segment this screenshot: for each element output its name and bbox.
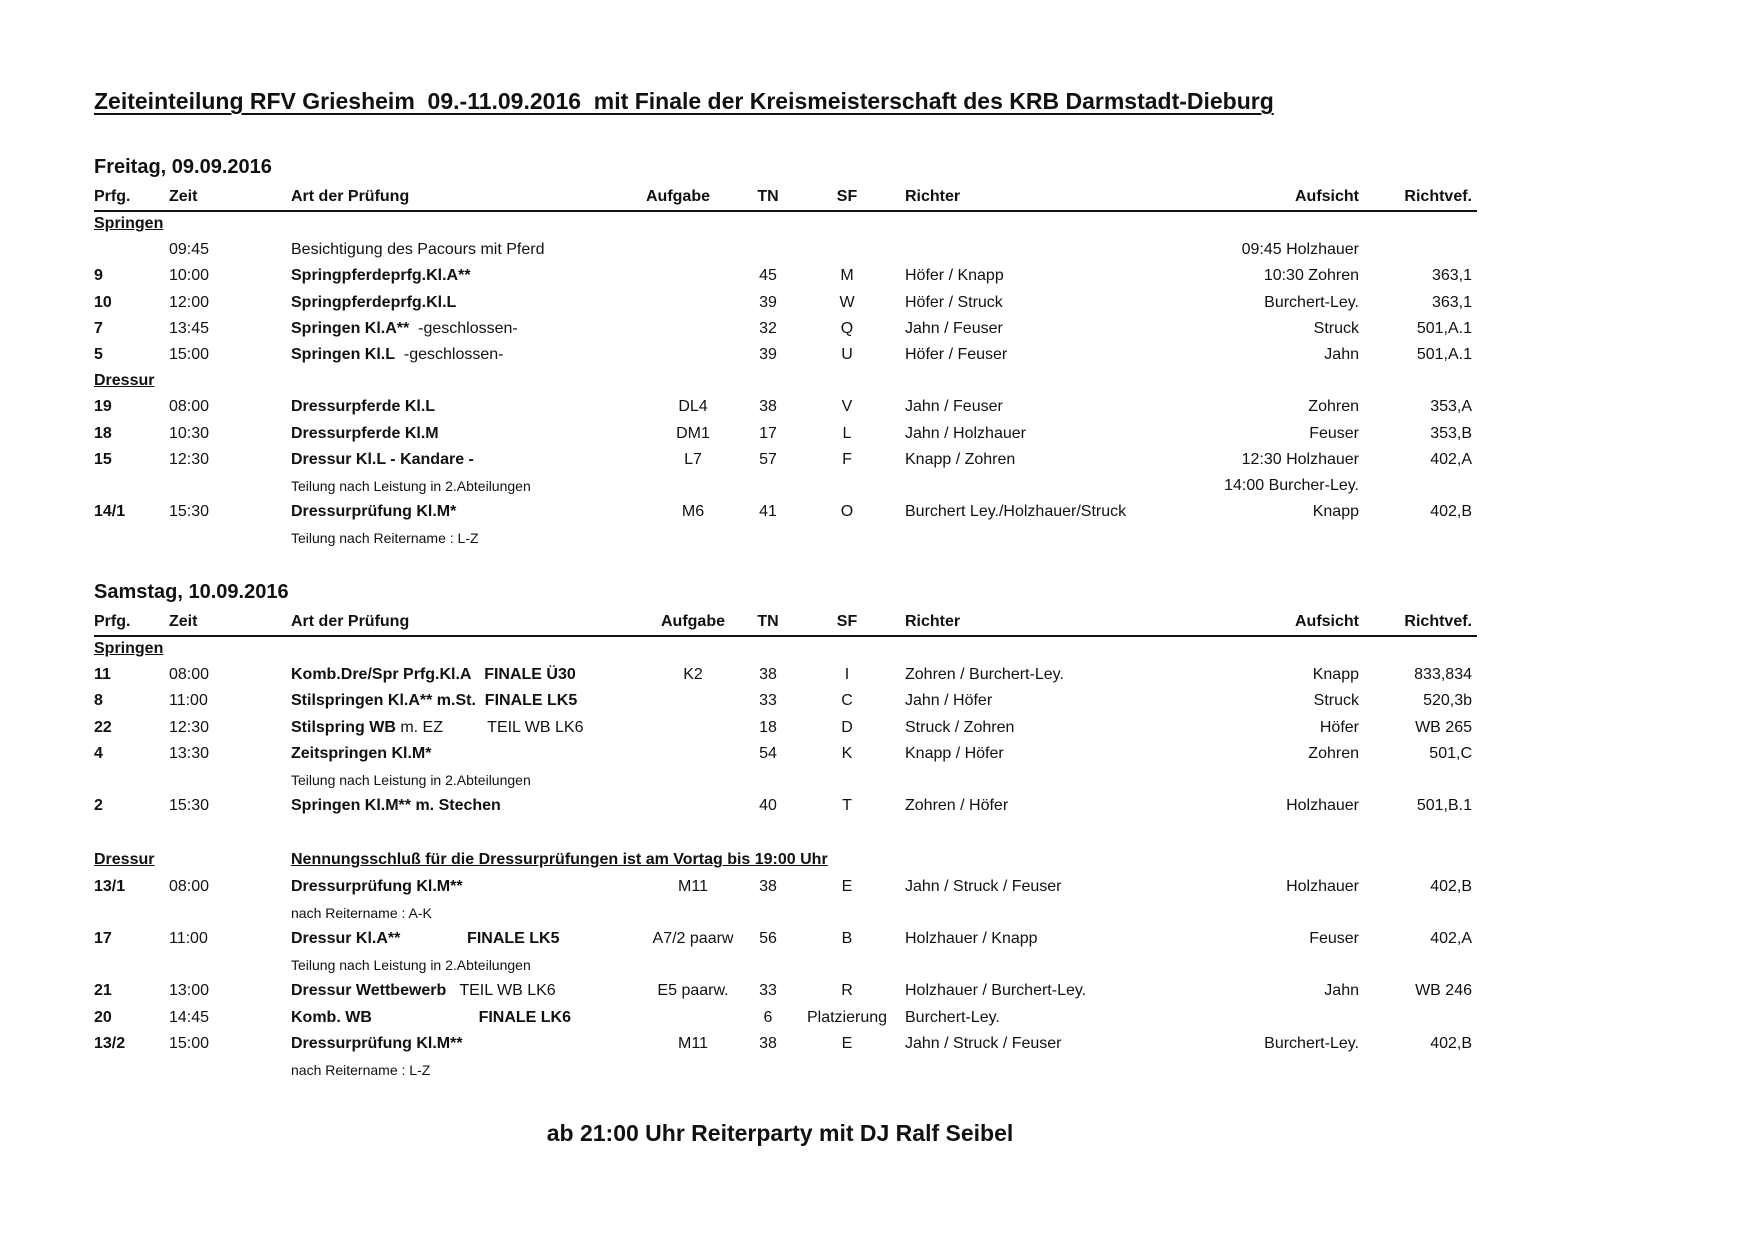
- row-art-bold: Springen Kl.M** m. Stechen: [291, 797, 501, 815]
- row-richter: Höfer / Feuser: [905, 346, 1008, 363]
- row-art-bold: Komb.Dre/Spr Prfg.Kl.A FINALE Ü30: [291, 666, 576, 684]
- row-art-bold: Springpferdeprfg.Kl.A**: [291, 267, 471, 285]
- row-art: [291, 1034, 463, 1054]
- row-richter: Knapp / Höfer: [905, 744, 1004, 762]
- row-zeit: 11:00: [169, 692, 208, 710]
- row-art: [291, 744, 431, 764]
- row-prfg: 18: [94, 424, 112, 442]
- row-art-bold: Springpferdeprfg.Kl.L: [291, 293, 457, 311]
- row-prfg: 11: [94, 666, 111, 684]
- row-richter: Burchert-Ley.: [905, 1008, 1000, 1026]
- row-richter: Jahn / Höfer: [905, 692, 993, 710]
- column-header-richter: Richter: [905, 188, 961, 205]
- row-prfg: 15: [94, 450, 112, 468]
- row-art-bold: Dressur Wettbewerb: [291, 982, 447, 1000]
- row-sf: L: [842, 424, 852, 442]
- row-prfg: 21: [94, 982, 112, 1000]
- row-aufsicht: Jahn: [1324, 346, 1359, 363]
- row-subnote: Teilung nach Reitername : L-Z: [291, 530, 479, 547]
- row-richter: Jahn / Holzhauer: [905, 424, 1026, 442]
- row-richtvef: 402,A: [1430, 930, 1472, 947]
- row-aufsicht: Höfer: [1319, 718, 1359, 736]
- row-prfg: 8: [94, 692, 103, 710]
- row-zeit: 12:30: [169, 450, 210, 468]
- column-header-richter: Richter: [905, 613, 961, 630]
- row-sf: T: [842, 797, 852, 815]
- row-aufsicht: Knapp: [1312, 666, 1359, 684]
- row-art-bold: Dressurprüfung Kl.M**: [291, 877, 463, 895]
- row-tn: 45: [759, 267, 777, 285]
- row-art: [291, 450, 474, 470]
- row-richter: Struck / Zohren: [905, 718, 1015, 736]
- column-header-prfg: Prfg.: [94, 613, 131, 630]
- row-zeit: 13:00: [169, 982, 210, 1000]
- row-prfg: 2: [94, 797, 103, 815]
- row-art-plain: m. EZ TEIL WB LK6: [395, 718, 584, 736]
- row-aufsicht: Zohren: [1308, 744, 1359, 762]
- column-header-richtvef: Richtvef.: [1404, 613, 1472, 630]
- row-richter: Holzhauer / Burchert-Ley.: [905, 982, 1087, 1000]
- column-header-richtvef: Richtvef.: [1404, 188, 1472, 205]
- section-label: Springen: [94, 640, 164, 657]
- row-prfg: 4: [94, 744, 103, 762]
- row-zeit: 15:30: [169, 503, 210, 521]
- row-sf: R: [841, 982, 853, 1000]
- row-aufsicht: Burchert-Ley.: [1264, 1034, 1359, 1052]
- row-tn: 39: [759, 346, 777, 363]
- row-art-bold: Springen Kl.L: [291, 346, 395, 363]
- column-header-tn: TN: [757, 613, 779, 630]
- row-richter: Jahn / Struck / Feuser: [905, 877, 1062, 895]
- row-art: [291, 502, 456, 522]
- row-art: [291, 877, 463, 897]
- row-richtvef: 501,B.1: [1416, 797, 1472, 815]
- row-sf: V: [841, 398, 853, 416]
- column-header-sf: SF: [836, 188, 858, 205]
- row-richter: Zohren / Höfer: [905, 797, 1009, 815]
- row-richtvef: 520,3b: [1423, 692, 1472, 710]
- row-sf: E: [841, 1034, 853, 1052]
- row-prfg: 9: [94, 267, 103, 285]
- row-art-bold: Springen Kl.A**: [291, 319, 410, 337]
- row-aufsicht: Knapp: [1312, 503, 1359, 521]
- row-richter: Höfer / Struck: [905, 293, 1003, 311]
- row-art: [291, 319, 518, 339]
- row-richtvef: 363,1: [1431, 293, 1472, 311]
- row-tn: 33: [759, 982, 777, 1000]
- row-tn: 38: [759, 1034, 777, 1052]
- row-art: [291, 266, 471, 286]
- column-header-art: Art der Prüfung: [291, 613, 410, 630]
- row-richtvef: 363,1: [1431, 267, 1472, 285]
- row-art-bold: Dressurpferde Kl.M: [291, 424, 439, 442]
- row-art-bold: Dressur Kl.L - Kandare -: [291, 450, 474, 468]
- row-prfg: 14/1: [94, 503, 126, 521]
- row-richtvef: 402,A: [1430, 450, 1472, 468]
- row-prfg: 5: [94, 346, 103, 363]
- row-tn: 38: [759, 398, 777, 416]
- row-prfg: 13/1: [94, 877, 126, 895]
- footer-note: ab 21:00 Uhr Reiterparty mit DJ Ralf Seibel: [546, 1120, 1014, 1146]
- row-sf: D: [841, 718, 853, 736]
- row-tn: 54: [759, 744, 777, 762]
- row-aufgabe: M11: [678, 1034, 708, 1052]
- header-rule: [94, 210, 1477, 212]
- row-aufgabe: A7/2 paarw: [652, 930, 734, 947]
- row-sf: W: [839, 293, 855, 311]
- row-subnote: Teilung nach Leistung in 2.Abteilungen: [291, 478, 531, 494]
- row-art-plain: -geschlossen-: [395, 346, 504, 363]
- row-aufsicht: Jahn: [1324, 982, 1359, 1000]
- row-aufsicht: 12:30 Holzhauer: [1241, 450, 1359, 468]
- row-prfg: 22: [94, 718, 112, 736]
- row-zeit: 14:45: [169, 1008, 210, 1026]
- row-subnote: Teilung nach Leistung in 2.Abteilungen: [291, 772, 531, 788]
- row-richter: Burchert Ley./Holzhauer/Struck: [905, 503, 1127, 521]
- row-aufsicht: 09:45 Holzhauer: [1241, 241, 1359, 259]
- row-art-bold: Dressurprüfung Kl.M**: [291, 1034, 463, 1052]
- row-sf: F: [842, 450, 852, 468]
- row-tn: 38: [759, 877, 777, 895]
- row-richter: Zohren / Burchert-Ley.: [905, 666, 1064, 684]
- row-aufgabe: M11: [678, 877, 708, 895]
- row-richter: Jahn / Feuser: [905, 398, 1003, 416]
- row-zeit: 15:30: [169, 797, 210, 815]
- row-zeit: 15:00: [169, 346, 210, 363]
- row-richtvef: 402,B: [1430, 1034, 1472, 1052]
- row-aufgabe: E5 paarw.: [657, 982, 729, 1000]
- row-zeit: 12:00: [169, 293, 210, 311]
- row-sf: U: [841, 346, 853, 363]
- row-sf: C: [841, 692, 853, 710]
- column-header-aufsicht: Aufsicht: [1295, 188, 1359, 205]
- day-heading: Freitag, 09.09.2016: [94, 156, 272, 178]
- row-art: [291, 293, 456, 313]
- row-sf: I: [844, 666, 850, 684]
- row-richtvef: 833,834: [1414, 666, 1472, 684]
- row-tn: 56: [759, 930, 777, 947]
- row-art: [291, 424, 439, 444]
- row-subnote: nach Reitername : L-Z: [291, 1062, 431, 1078]
- row-prfg: 20: [94, 1008, 112, 1026]
- column-header-aufgabe: Aufgabe: [661, 613, 725, 630]
- row-richter: Jahn / Struck / Feuser: [905, 1034, 1062, 1052]
- row-art-bold: Dressur Kl.A** FINALE LK5: [291, 930, 560, 947]
- row-richter: Jahn / Feuser: [905, 319, 1003, 337]
- row-tn: 39: [759, 293, 777, 311]
- row-sf: E: [841, 877, 853, 895]
- row-aufsicht: Struck: [1313, 692, 1359, 710]
- row-prfg: 17: [94, 930, 112, 947]
- day-heading: Samstag, 10.09.2016: [94, 581, 289, 603]
- row-aufsicht: Zohren: [1308, 398, 1359, 416]
- row-richter: Knapp / Zohren: [905, 450, 1016, 468]
- section-label: Dressur: [94, 372, 155, 390]
- row-tn: 6: [763, 1008, 773, 1026]
- row-zeit: 15:00: [169, 1034, 210, 1052]
- row-aufgabe: L7: [684, 450, 702, 468]
- row-zeit: 11:00: [169, 930, 208, 947]
- row-tn: 33: [759, 692, 777, 710]
- row-aufgabe: K2: [683, 666, 703, 684]
- row-art-plain: Besichtigung des Pacours mit Pferd: [291, 241, 545, 259]
- row-aufsicht: Holzhauer: [1286, 797, 1359, 815]
- row-tn: 32: [759, 319, 777, 337]
- row-aufgabe: M6: [681, 503, 705, 521]
- row-richtvef: 353,B: [1430, 424, 1472, 442]
- row-art: [291, 345, 504, 365]
- row-zeit: 10:30: [169, 424, 210, 442]
- row-richtvef: 501,A.1: [1416, 346, 1472, 363]
- page-title: Zeiteinteilung RFV Griesheim 09.-11.09.2016 mit Finale der Kreismeisterschaft des KRB Darmstadt-Dieburg: [94, 88, 1274, 114]
- row-sf: Platzierung: [806, 1008, 888, 1026]
- row-sf: M: [840, 267, 854, 285]
- row-sub-aufsicht: 14:00 Burcher-Ley.: [1224, 477, 1359, 494]
- row-art-bold: Zeitspringen Kl.M*: [291, 744, 432, 762]
- row-art: [291, 665, 576, 685]
- row-art-bold: Stilspring WB: [291, 718, 396, 736]
- row-zeit: 13:30: [169, 744, 210, 762]
- row-richtvef: WB 246: [1415, 982, 1472, 1000]
- row-art-bold: Komb. WB FINALE LK6: [291, 1008, 572, 1026]
- column-header-art: Art der Prüfung: [291, 188, 410, 205]
- row-richtvef: 353,A: [1430, 398, 1472, 416]
- row-zeit: 09:45: [169, 241, 210, 259]
- row-zeit: 12:30: [169, 718, 210, 736]
- row-sf: B: [841, 930, 853, 947]
- row-aufgabe: DM1: [676, 424, 710, 442]
- row-art: [291, 981, 556, 1001]
- row-tn: 38: [759, 666, 777, 684]
- row-richter: Holzhauer / Knapp: [905, 930, 1038, 947]
- row-art-bold: Stilspringen Kl.A** m.St. FINALE LK5: [291, 692, 578, 710]
- row-art-bold: Dressurpferde Kl.L: [291, 398, 436, 416]
- row-art: [291, 929, 560, 949]
- row-richtvef: WB 265: [1415, 718, 1472, 736]
- row-art: [291, 1008, 571, 1028]
- section-note: Nennungsschluß für die Dressurprüfungen ist am Vortag bis 19:00 Uhr: [291, 851, 828, 869]
- row-tn: 57: [759, 450, 777, 468]
- row-aufgabe: DL4: [678, 398, 708, 416]
- row-zeit: 13:45: [169, 319, 210, 337]
- row-sf: Q: [840, 319, 854, 337]
- column-header-sf: SF: [836, 613, 858, 630]
- row-tn: 40: [759, 797, 777, 815]
- row-zeit: 08:00: [169, 666, 210, 684]
- row-subnote: Teilung nach Leistung in 2.Abteilungen: [291, 957, 531, 974]
- row-zeit: 10:00: [169, 267, 210, 285]
- row-tn: 17: [759, 424, 777, 442]
- row-richtvef: 501,C: [1429, 744, 1472, 762]
- row-zeit: 08:00: [169, 398, 210, 416]
- row-art-plain: -geschlossen-: [409, 319, 518, 337]
- row-art: [291, 397, 435, 417]
- column-header-prfg: Prfg.: [94, 188, 131, 205]
- column-header-zeit: Zeit: [169, 188, 198, 205]
- row-art: [291, 718, 584, 738]
- row-aufsicht: Struck: [1313, 319, 1359, 337]
- row-prfg: 13/2: [94, 1034, 126, 1052]
- row-art-bold: Dressurprüfung Kl.M*: [291, 503, 457, 521]
- row-richtvef: 402,B: [1430, 503, 1472, 521]
- row-richtvef: 501,A.1: [1416, 319, 1472, 337]
- row-prfg: 10: [94, 293, 112, 311]
- column-header-aufsicht: Aufsicht: [1295, 613, 1359, 630]
- row-richter: Höfer / Knapp: [905, 267, 1004, 285]
- row-art: [291, 796, 501, 816]
- row-subnote: nach Reitername : A-K: [291, 904, 432, 921]
- row-tn: 41: [759, 503, 777, 521]
- row-aufsicht: Burchert-Ley.: [1264, 293, 1359, 311]
- row-aufsicht: Feuser: [1309, 424, 1359, 442]
- row-aufsicht: 10:30 Zohren: [1263, 267, 1359, 285]
- row-art: [291, 691, 577, 711]
- row-prfg: 7: [94, 319, 103, 337]
- row-sf: O: [840, 503, 854, 521]
- row-tn: 18: [759, 718, 777, 736]
- column-header-tn: TN: [757, 188, 779, 205]
- row-richtvef: 402,B: [1430, 877, 1472, 895]
- row-art-plain: TEIL WB LK6: [446, 982, 556, 1000]
- row-aufsicht: Feuser: [1309, 930, 1359, 947]
- column-header-zeit: Zeit: [169, 613, 198, 630]
- row-prfg: 19: [94, 398, 112, 416]
- section-label: Springen: [94, 215, 164, 232]
- header-rule: [94, 635, 1477, 637]
- column-header-aufgabe: Aufgabe: [646, 188, 710, 205]
- row-sf: K: [841, 744, 853, 762]
- row-zeit: 08:00: [169, 877, 210, 895]
- section-label: Dressur: [94, 851, 155, 869]
- row-aufsicht: Holzhauer: [1286, 877, 1359, 895]
- row-art: [291, 240, 544, 260]
